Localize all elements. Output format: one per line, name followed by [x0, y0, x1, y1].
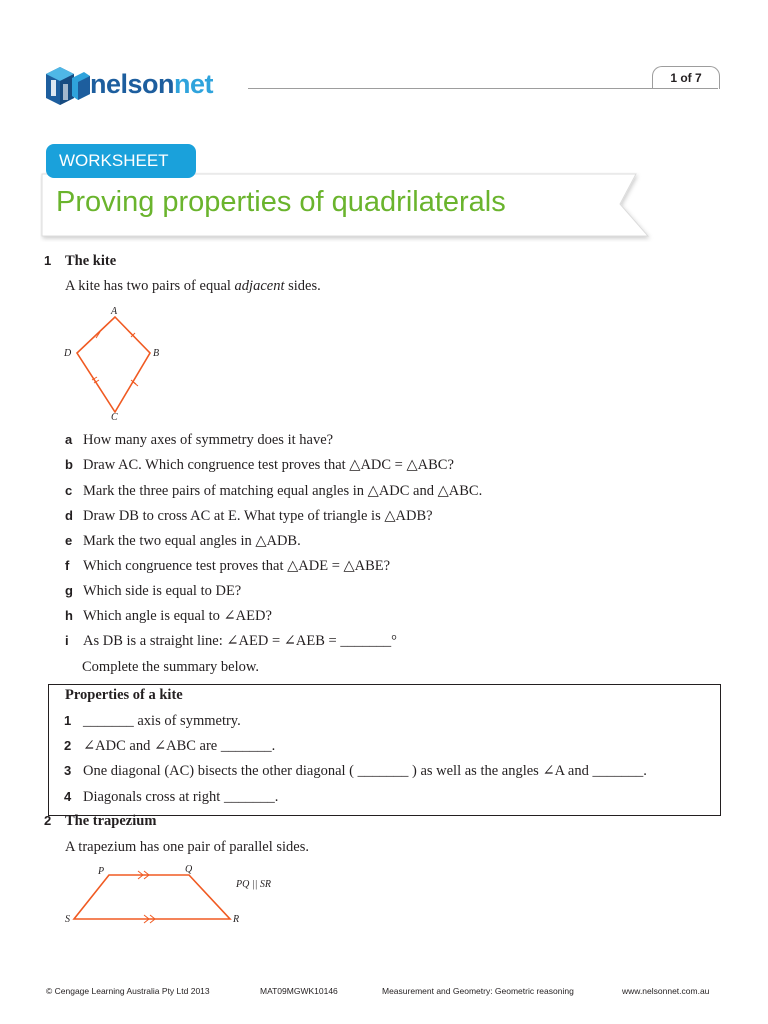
question-letter: h [65, 608, 73, 623]
vertex-label-d: D [64, 348, 72, 359]
section-intro: A trapezium has one pair of parallel sides. [65, 839, 310, 855]
question-text: As DB is a straight line: ∠AED = ∠AEB = _______° [83, 633, 397, 649]
section-number: 1 [44, 253, 52, 268]
footer-copyright: © Cengage Learning Australia Pty Ltd 2013 [46, 986, 210, 996]
page-title: Proving properties of quadrilaterals [56, 186, 506, 218]
summary-item-number: 1 [64, 713, 72, 728]
page-indicator: 1 of 7 [652, 66, 720, 89]
vertex-label-p: P [98, 866, 105, 877]
footer-code: MAT09MGWK10146 [260, 986, 338, 996]
logo-wordmark-part1: nelson [90, 69, 175, 99]
section-intro [65, 277, 321, 295]
complete-instruction: Complete the summary below. [82, 659, 260, 675]
intro-text: A kite has two pairs of equal [65, 278, 235, 294]
question-text: Which side is equal to DE? [83, 583, 242, 599]
section-heading: The trapezium [65, 813, 157, 829]
summary-item-text: One diagonal (AC) bisects the other diagonal ( _______ ) as well as the angles ∠A and _______. [83, 763, 647, 779]
tick-mark [133, 382, 138, 386]
question-text: Draw DB to cross AC at E. What type of triangle is △ADB? [83, 508, 433, 524]
section-number: 2 [44, 813, 52, 828]
section-heading: The kite [65, 253, 117, 269]
question-letter: b [65, 457, 73, 472]
kite-diagram [60, 300, 170, 425]
vertex-label-s: S [65, 914, 70, 925]
vertex-label-q: Q [185, 864, 193, 875]
question-text: How many axes of symmetry does it have? [83, 432, 334, 448]
footer-topic: Measurement and Geometry: Geometric reasoning [382, 986, 574, 996]
vertex-label-b: B [153, 348, 160, 359]
summary-item-number: 3 [64, 763, 72, 778]
vertex-label-a: A [111, 306, 118, 317]
question-letter: c [65, 483, 73, 498]
parallel-note: PQ || SR [236, 879, 271, 890]
summary-item-text: Diagonals cross at right _______. [83, 789, 279, 805]
intro-emphasis: adjacent [234, 278, 285, 294]
logo-wordmark-part2: net [174, 69, 214, 99]
vertex-label-c: C [111, 412, 118, 423]
question-text: Mark the two equal angles in △ADB. [83, 533, 301, 549]
trapezium-diagram [60, 860, 250, 932]
summary-item-number: 4 [64, 789, 72, 804]
summary-item-text: ∠ADC and ∠ABC are _______. [83, 738, 276, 754]
worksheet-tag: WORKSHEET [46, 144, 196, 178]
summary-item-text: _______ axis of symmetry. [83, 713, 241, 729]
summary-heading: Properties of a kite [65, 687, 183, 703]
question-text: Which congruence test proves that △ADE = △ABE? [83, 558, 391, 574]
question-letter: a [65, 432, 73, 447]
question-text: Which angle is equal to ∠AED? [83, 608, 272, 624]
footer-website-link[interactable]: www.nelsonnet.com.au [622, 986, 710, 996]
summary-item-number: 2 [64, 738, 72, 753]
question-text: Mark the three pairs of matching equal angles in △ADC and △ABC. [83, 483, 483, 499]
question-letter: f [65, 558, 70, 573]
logo-wordmark [90, 69, 213, 100]
intro-text-end: sides. [284, 278, 321, 294]
question-letter: i [65, 633, 69, 648]
question-letter: d [65, 508, 73, 523]
question-text: Draw AC. Which congruence test proves that △ADC = △ABC? [83, 457, 454, 473]
vertex-label-r: R [233, 914, 240, 925]
question-letter: g [65, 583, 73, 598]
question-letter: e [65, 533, 73, 548]
header-rule [248, 88, 718, 89]
